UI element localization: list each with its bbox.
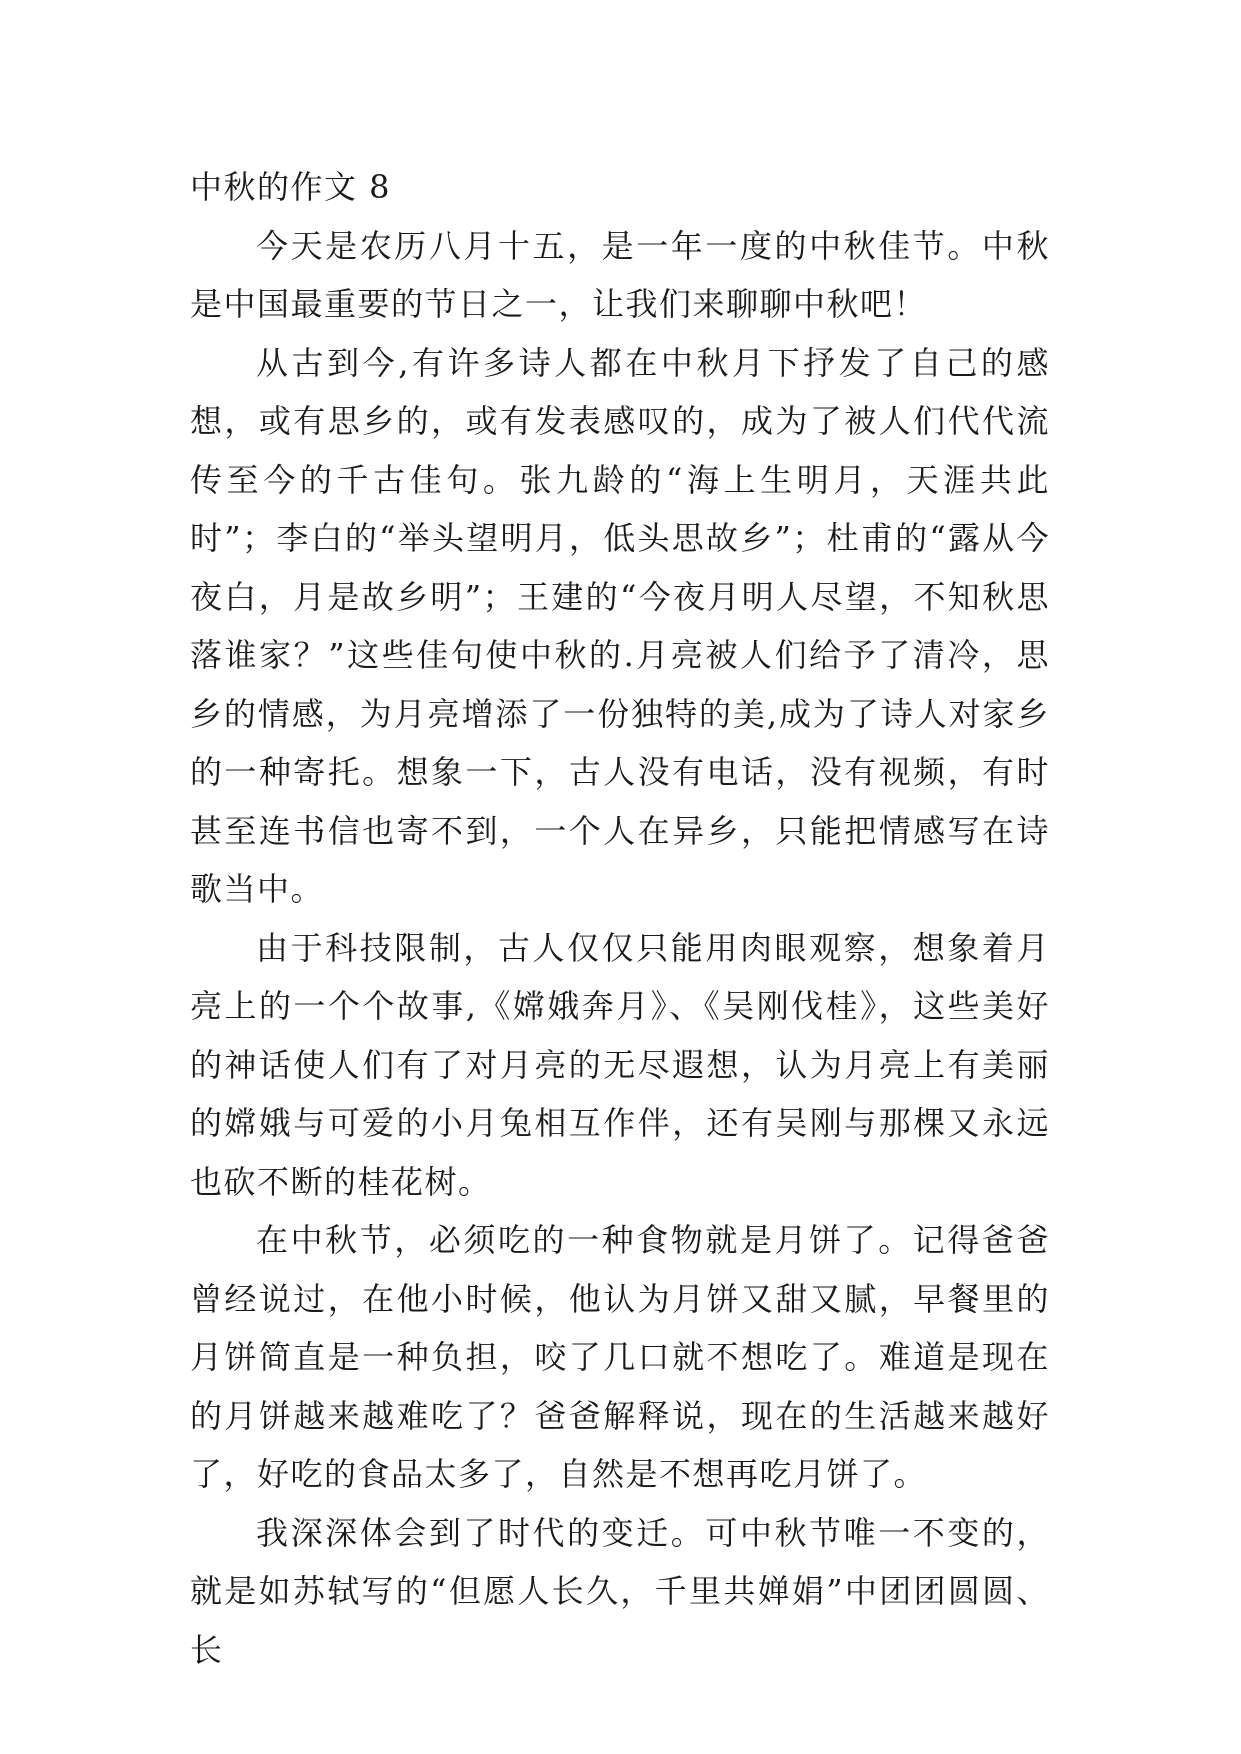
paragraph-1: 今天是农历八月十五，是一年一度的中秋佳节。中秋是中国最重要的节日之一，让我们来聊聊中秋吧！ <box>190 226 1050 323</box>
document-body <box>190 158 1050 1679</box>
paragraph-3: 由于科技限制，古人仅仅只能用肉眼观察，想象着月亮上的一个个故事,《嫦娥奔月》、《吴刚伐桂》，这些美好的神话使人们有了对月亮的无尽遐想，认为月亮上有美丽的嫦娥与可爱的小月兔相互作伴，还有吴刚与那棵又永远也砍不断的桂花树。 <box>190 928 1050 1201</box>
document-title: 中秋的作文 8 <box>190 168 392 206</box>
paragraph-5: 我深深体会到了时代的变迁。可中秋节唯一不变的，就是如苏轼写的“但愿人长久，千里共婵娟”中团团圆圆、长 <box>190 1513 1050 1669</box>
paragraph-2: 从古到今,有许多诗人都在中秋月下抒发了自己的感想，或有思乡的，或有发表感叹的，成为了被人们代代流传至今的千古佳句。张九龄的“海上生明月，天涯共此时”；李白的“举头望明月，低头思故乡”；杜甫的“露从今夜白，月是故乡明”；王建的“今夜月明人尽望，不知秋思落谁家？”这些佳句使中秋的.月亮被人们给予了清冷，思乡的情感，为月亮增添了一份独特的美,成为了诗人对家乡的一种寄托。想象一下，古人没有电话，没有视频，有时甚至连书信也寄不到，一个人在异乡，只能把情感写在诗歌当中。 <box>190 343 1050 908</box>
paragraph-4: 在中秋节，必须吃的一种食物就是月饼了。记得爸爸曾经说过，在他小时候，他认为月饼又甜又腻，早餐里的月饼简直是一种负担，咬了几口就不想吃了。难道是现在的月饼越来越难吃了？爸爸解释说，现在的生活越来越好了，好吃的食品太多了，自然是不想再吃月饼了。 <box>190 1221 1050 1493</box>
